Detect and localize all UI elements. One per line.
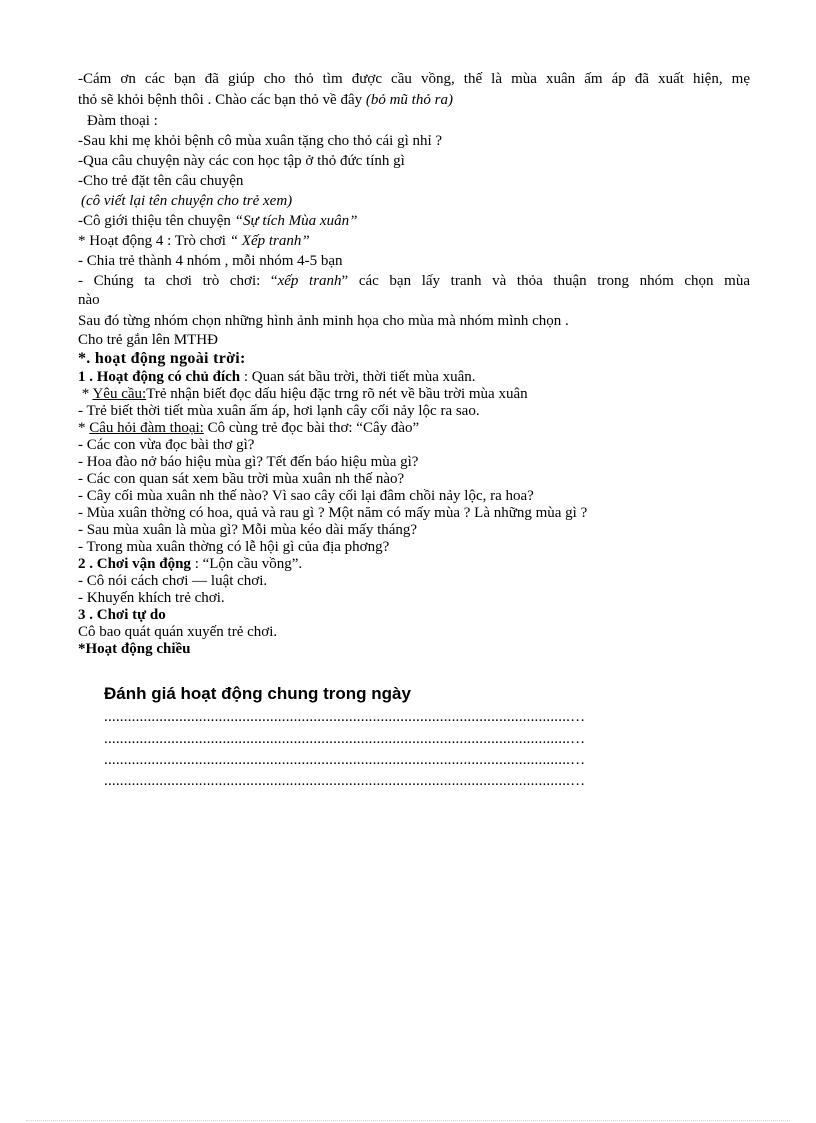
stage-direction: (bỏ mũ thỏ ra) [365, 92, 453, 108]
text: ” các bạn lấy tranh và thỏa thuận trong nhóm chọn mùa [341, 273, 750, 289]
list-item: - Sau mùa xuân là mùa gì? Mỗi mùa kéo dài mấy tháng? [78, 522, 418, 538]
text: thỏ sẽ khỏi bệnh thôi . Chào các bạn thỏ về đây [78, 92, 366, 108]
stage-direction-write-title: (cô viết lại tên chuyện cho trẻ xem) [81, 193, 293, 209]
evaluation-line: ......................................................................................................................… [104, 731, 586, 747]
section-title: 2 . Chơi vận động [78, 556, 191, 572]
afternoon-activity-heading: *Hoạt động chiều [78, 641, 191, 657]
text: - Chúng ta chơi trò chơi: “ [78, 273, 278, 289]
section-1-title [78, 368, 476, 386]
requirement-label: Yêu cầu: [92, 386, 147, 402]
text: Trẻ nhận biết đọc dấu hiệu đặc trng rõ nét về bầu trời mùa xuân [146, 386, 528, 402]
activity-4-heading [78, 232, 310, 250]
requirements: * Yêu cầu:Trẻ nhận biết đọc dấu hiệu đặc trng rõ nét về bầu trời mùa xuân [78, 386, 528, 402]
list-item: - Hoa đào nở báo hiệu mùa gì? Tết đến báo hiệu mùa gì? [78, 454, 419, 470]
question-virtue: -Qua câu chuyện này các con học tập ở thỏ đức tính gì [78, 153, 405, 169]
game-instruction-line2: nào [78, 292, 100, 308]
evaluation-title: Đánh giá hoạt động chung trong ngày [104, 684, 411, 703]
group-choose-images: Sau đó từng nhóm chọn những hình ảnh minh họa cho mùa mà nhóm mình chọn . [78, 313, 569, 329]
group-division: - Chia trẻ thành 4 nhóm , mỗi nhóm 4-5 bạn [78, 253, 343, 269]
evaluation-line: ......................................................................................................................… [104, 773, 586, 789]
list-item: - Trong mùa xuân thờng có lễ hội gì của địa phơng? [78, 539, 390, 555]
outdoor-activity-heading: *. hoạt động ngoài trời: [78, 350, 246, 367]
list-item: - Mùa xuân thờng có hoa, quả và rau gì ? Một năm có mấy mùa ? Là những mùa gì ? [78, 505, 588, 521]
list-item: - Các con quan sát xem bầu trời mùa xuân nh thế nào? [78, 471, 405, 487]
section-2-title [78, 555, 302, 573]
text: * Hoạt động 4 : Trò chơi [78, 233, 230, 249]
paragraph-thanks-line1: -Cám ơn các bạn đã giúp cho thỏ tìm được cầu vồng, thế là mùa xuân ấm áp đã xuất hiện, mẹ [78, 71, 750, 87]
game-title: “ Xếp tranh” [229, 233, 310, 249]
page-bottom-divider [26, 1120, 790, 1121]
evaluation-line: ......................................................................................................................… [104, 752, 586, 768]
attach-board: Cho trẻ gắn lên MTHĐ [78, 332, 218, 348]
section-3-title: 3 . Chơi tự do [78, 607, 166, 623]
text: Cô cùng trẻ đọc bài thơ: “Cây đào” [203, 420, 420, 436]
discussion-questions: * Câu hỏi đàm thoại: Cô cùng trẻ đọc bài thơ: “Cây đào” [78, 420, 420, 436]
list-item: Cô bao quát quán xuyến trẻ chơi. [78, 624, 278, 640]
list-item: - Cô nói cách chơi — luật chơi. [78, 573, 268, 589]
story-title-intro [78, 212, 357, 230]
list-item: - Trẻ biết thời tiết mùa xuân ấm áp, hơi lạnh cây cối nảy lộc ra sao. [78, 403, 480, 419]
evaluation-line: ......................................................................................................................… [104, 709, 586, 725]
name-story-instruction: -Cho trẻ đặt tên câu chuyện [78, 173, 244, 189]
question-gift: -Sau khi mẹ khỏi bệnh cô mùa xuân tặng cho thỏ cái gì nhỉ ? [78, 133, 443, 149]
text: : Quan sát bầu trời, thời tiết mùa xuân. [240, 369, 476, 385]
game-instruction-line1 [78, 272, 750, 290]
section-title: 1 . Hoạt động có chủ đích [78, 369, 241, 385]
dialogue-heading: Đàm thoại : [87, 113, 158, 129]
text: -Cô giới thiệu tên chuyện [78, 213, 235, 229]
questions-label: Câu hỏi đàm thoại: [89, 420, 204, 436]
list-item: - Các con vừa đọc bài thơ gì? [78, 437, 255, 453]
story-title: “Sự tích Mùa xuân” [234, 213, 358, 229]
text: : “Lộn cầu vồng”. [190, 556, 303, 572]
list-item: - Khuyến khích trẻ chơi. [78, 590, 225, 606]
paragraph-thanks-line2 [78, 91, 453, 109]
game-name: xếp tranh [277, 273, 342, 289]
list-item: - Cây cối mùa xuân nh thế nào? Vì sao cây cối lại đâm chồi nảy lộc, ra hoa? [78, 488, 534, 504]
